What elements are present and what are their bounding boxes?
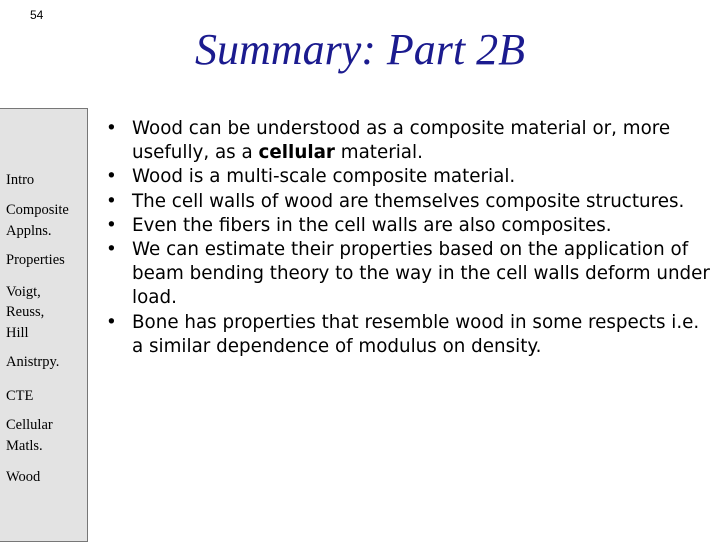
- nav-item-voigt[interactable]: Voigt,: [6, 284, 41, 300]
- bullet-marker: •: [106, 239, 117, 261]
- slide-number: 54: [30, 8, 44, 22]
- nav-item-hill[interactable]: Hill: [6, 325, 29, 341]
- bullet-text: material.: [334, 142, 423, 164]
- nav-item-cte[interactable]: CTE: [6, 388, 34, 404]
- slide-title: Summary: Part 2B: [195, 25, 525, 74]
- bullet-marker: •: [106, 118, 117, 139]
- bullet-text: Even the fibers in the cell walls are also composites.: [132, 214, 612, 236]
- bullet-emphasis: cellular: [258, 142, 335, 164]
- bullet-item: [100, 238, 710, 311]
- bullet-marker: •: [106, 166, 117, 188]
- bullet-text: The cell walls of wood are themselves composite structures.: [132, 190, 685, 212]
- nav-item-cellular[interactable]: Cellular: [6, 417, 53, 433]
- bullet-marker: •: [106, 311, 117, 333]
- bullet-text: Bone has properties that resemble wood in some respects i.e. a similar dependence of modulus on density.: [132, 311, 700, 357]
- nav-item-wood[interactable]: Wood: [6, 469, 41, 485]
- nav-item-composite[interactable]: Composite: [6, 202, 69, 218]
- nav-item-intro[interactable]: Intro: [6, 172, 35, 188]
- bullet-text: We can estimate their properties based on the application of beam bending theory to the way in the cell walls deform under load.: [132, 239, 710, 309]
- bullet-marker: •: [106, 214, 117, 236]
- nav-item-applns[interactable]: Applns.: [6, 223, 52, 239]
- nav-item-matls[interactable]: Matls.: [6, 438, 43, 454]
- nav-item-properties[interactable]: Properties: [6, 252, 65, 268]
- bullet-list: [100, 117, 710, 359]
- bullet-item: [100, 165, 710, 189]
- nav-item-reuss[interactable]: Reuss,: [6, 304, 45, 320]
- bullet-marker: •: [106, 190, 117, 212]
- sidebar-nav: [0, 108, 88, 542]
- bullet-item: [100, 117, 710, 165]
- nav-item-anistrpy[interactable]: Anistrpy.: [6, 354, 60, 370]
- bullet-item: [100, 311, 710, 359]
- bullet-text: Wood can be understood as a composite material or, more usefully, as a: [132, 118, 671, 164]
- bullet-item: [100, 214, 710, 238]
- bullet-item: [100, 190, 710, 214]
- bullet-text: Wood is a multi-scale composite material.: [132, 166, 516, 188]
